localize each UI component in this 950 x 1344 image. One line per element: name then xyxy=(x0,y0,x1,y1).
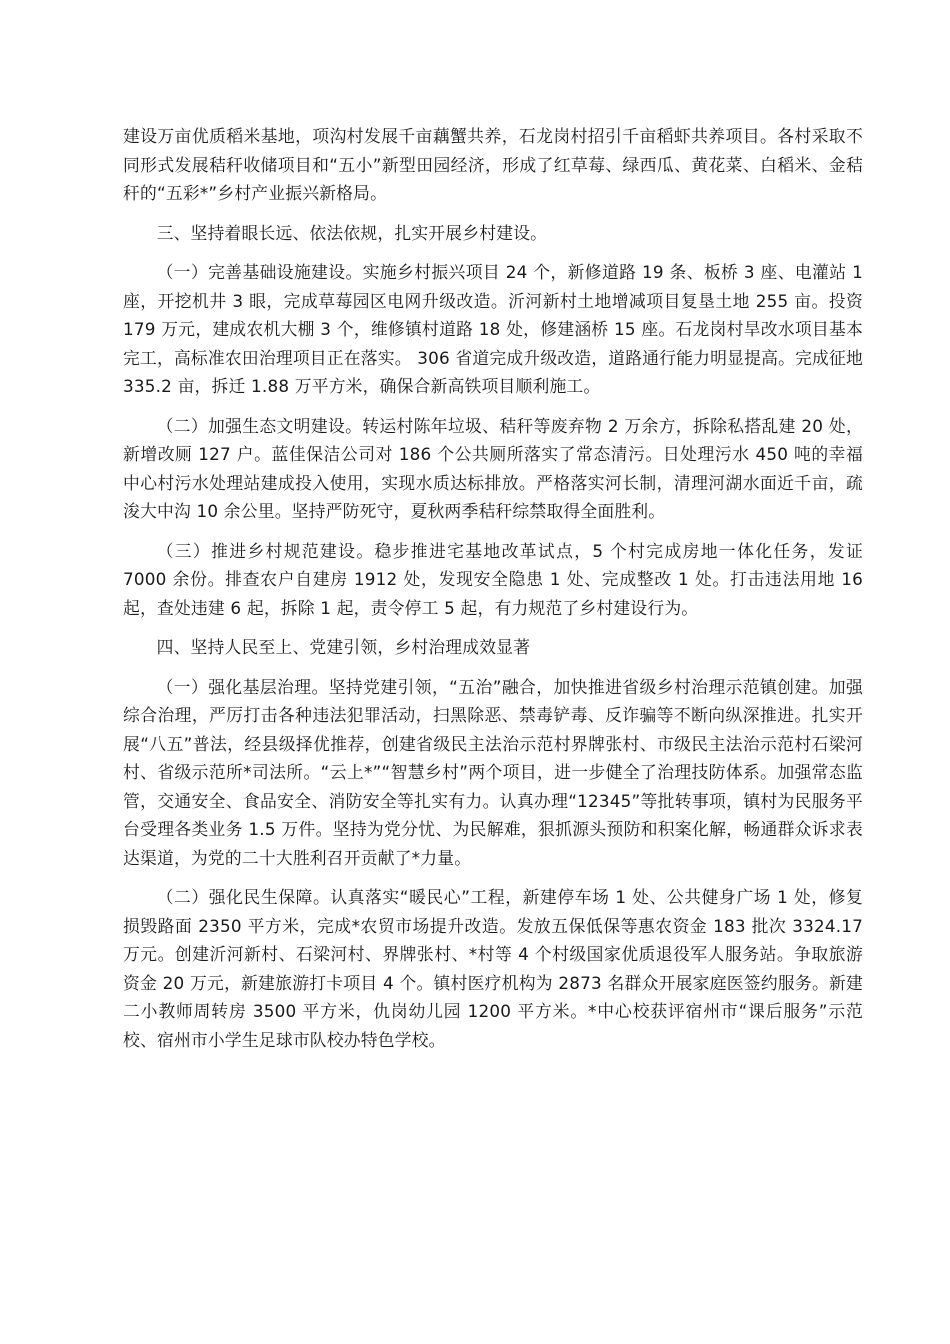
section-heading-three: 三、坚持着眼长远、依法依规，扎实开展乡村建设。 xyxy=(156,222,548,243)
paragraph-governance: （一）强化基层治理。坚持党建引领，“五治”融合，加快推进省级乡村治理示范镇创建。加强综合治理，严厉打击各种违法犯罪活动，扫黑除恶、禁毒铲毒、反诈骗等不断向纵深推进。扎实开展“八五”普法，经县级择优推荐，创建省级民主法治示范村界牌张村、市级民主法治示范村石梁河村、省级示范所*司法所。“云上*”“智慧乡村”两个项目，进一步健全了治理技防体系。加强常态监管，交通安全、食品安全、消防安全等扎实有力。认真办理“12345”等批转事项，镇村为民服务平台受理各类业务 1.5 万件。坚持为党分忧、为民解难，狠抓源头预防和积案化解，畅通群众诉求表达渠道，为党的二十大胜利召开贡献了*力量。 xyxy=(123,676,863,868)
section-heading-four: 四、坚持人民至上、党建引领，乡村治理成效显著 xyxy=(156,637,531,657)
paragraph-livelihood: （二）强化民生保障。认真落实“暖民心”工程，新建停车场 1 处、公共健身广场 1 处，修复损毁路面 2350 平方米，完成*农贸市场提升改造。发放五保低保等惠农资金 183 批次 3324.17 万元。创建沂河新村、石梁河村、界牌张村、*村等 4 个村级国家优质退役军人服务站。争取旅游资金 20 万元，新建旅游打卡项目 4 个。镇村医疗机构为 2873 名群众开展家庭医签约服务。新建二小教师周转房 3500 平方米，仇岗幼儿园 1200 平方米。*中心校获评宿州市“课后服务”示范校、宿州市小学生足球市队校办特色学校。 xyxy=(123,887,863,1050)
paragraph-infrastructure: （一）完善基础设施建设。实施乡村振兴项目 24 个，新修道路 19 条、板桥 3 座、电灌站 1 座，开挖机井 3 眼，完成草莓园区电网升级改造。沂河新村土地增减项目复垦土地 255 亩。投资 179 万元，建成农机大棚 3 个，维修镇村道路 18 处，修建涵桥 15 座。石龙岗村旱改水项目基本完工，高标准农田治理项目正在落实。 306 省道完成升级改造，道路通行能力明显提高。完成征地 335.2 亩，拆迁 1.88 万平方米，确保合新高铁项目顺利施工。 xyxy=(123,262,863,396)
paragraph-ecology: （二）加强生态文明建设。转运村陈年垃圾、秸秆等废弃物 2 万余方，拆除私搭乱建 20 处，新增改厕 127 户。蓝佳保洁公司对 186 个公共厕所落实了常态清污。日处理污水 450 吨的幸福中心村污水处理站建成投入使用，实现水质达标排放。严格落实河长制，清理河湖水面近千亩，疏浚大中沟 10 余公里。坚持严防死守，夏秋两季秸秆综禁取得全面胜利。 xyxy=(123,415,863,521)
paragraph-continuation: 建设万亩优质稻米基地，项沟村发展千亩藕蟹共养，石龙岗村招引千亩稻虾共养项目。各村采取不同形式发展秸秆收储项目和“五小”新型田园经济，形成了红草莓、绿西瓜、黄花菜、白稻米、金秸秆的“五彩*”乡村产业振兴新格局。 xyxy=(123,126,863,203)
document-body xyxy=(123,122,863,1065)
paragraph-village-regulation: （三）推进乡村规范建设。稳步推进宅基地改革试点，5 个村完成房地一体化任务，发证 7000 余份。排查农户自建房 1912 处，发现安全隐患 1 处、完成整改 1 处。打击违法用地 16 起，查处违建 6 起，拆除 1 起，责令停工 5 起，有力规范了乡村建设行为。 xyxy=(123,540,863,618)
